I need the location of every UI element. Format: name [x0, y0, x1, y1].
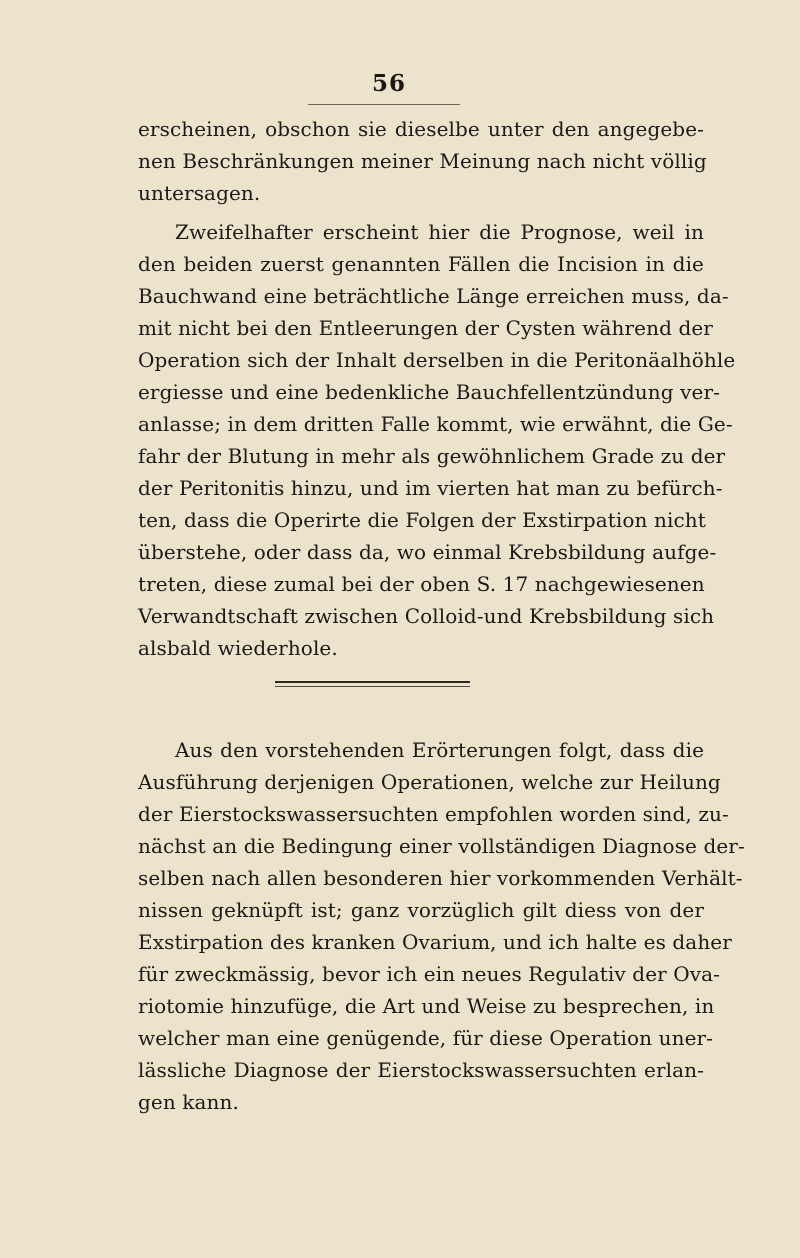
text-line: Zweifelhafter erscheint hier die Prognose, weil in: [175, 220, 704, 244]
text-line: Bauchwand eine beträchtliche Länge erreichen muss, da-: [138, 284, 729, 308]
text-line: mit nicht bei den Entleerungen der Cysten während der: [138, 316, 713, 340]
text-line: untersagen.: [138, 181, 261, 205]
text-line: gen kann.: [138, 1090, 239, 1114]
text-line: riotomie hinzufüge, die Art und Weise zu besprechen, in: [138, 994, 715, 1018]
text-line: treten, diese zumal bei der oben S. 17 nachgewiesenen: [138, 572, 705, 596]
text-line: welcher man eine genügende, für diese Operation uner-: [138, 1026, 714, 1050]
text-line: Aus den vorstehenden Erörterungen folgt, dass die: [175, 738, 704, 762]
text-line: erscheinen, obschon sie dieselbe unter den angegebe-: [138, 117, 704, 141]
text-line: ten, dass die Operirte die Folgen der Exstirpation nicht: [138, 508, 706, 532]
text-line: lässliche Diagnose der Eierstockswassersuchten erlan-: [138, 1058, 704, 1082]
text-line: anlasse; in dem dritten Falle kommt, wie erwähnt, die Ge-: [138, 412, 733, 436]
header-rule: [308, 104, 460, 105]
page-number: 56: [372, 70, 407, 97]
text-line: alsbald wiederhole.: [138, 636, 338, 660]
text-line: der Peritonitis hinzu, und im vierten hat man zu befürch-: [138, 476, 723, 500]
text-line: Verwandtschaft zwischen Colloid-und Krebsbildung sich: [138, 604, 715, 628]
text-line: Ausführung derjenigen Operationen, welche zur Heilung: [138, 770, 721, 794]
text-line: nissen geknüpft ist; ganz vorzüglich gilt diess von der: [138, 898, 704, 922]
text-line: für zweckmässig, bevor ich ein neues Regulativ der Ova-: [138, 962, 721, 986]
text-line: fahr der Blutung in mehr als gewöhnlichem Grade zu der: [138, 444, 726, 468]
text-line: nächst an die Bedingung einer vollständigen Diagnose der-: [138, 834, 745, 858]
text-line: der Eierstockswassersuchten empfohlen worden sind, zu-: [138, 802, 729, 826]
text-line: überstehe, oder dass da, wo einmal Krebsbildung aufge-: [138, 540, 717, 564]
text-line: Exstirpation des kranken Ovarium, und ich halte es daher: [138, 930, 732, 954]
text-line: nen Beschränkungen meiner Meinung nach nicht völlig: [138, 149, 707, 173]
section-separator: [275, 681, 470, 683]
text-line: den beiden zuerst genannten Fällen die Incision in die: [138, 252, 704, 276]
text-line: ergiesse und eine bedenkliche Bauchfellentzündung ver-: [138, 380, 720, 404]
text-line: selben nach allen besonderen hier vorkommenden Verhält-: [138, 866, 743, 890]
text-line: Operation sich der Inhalt derselben in die Peritonäalhöhle: [138, 348, 736, 372]
